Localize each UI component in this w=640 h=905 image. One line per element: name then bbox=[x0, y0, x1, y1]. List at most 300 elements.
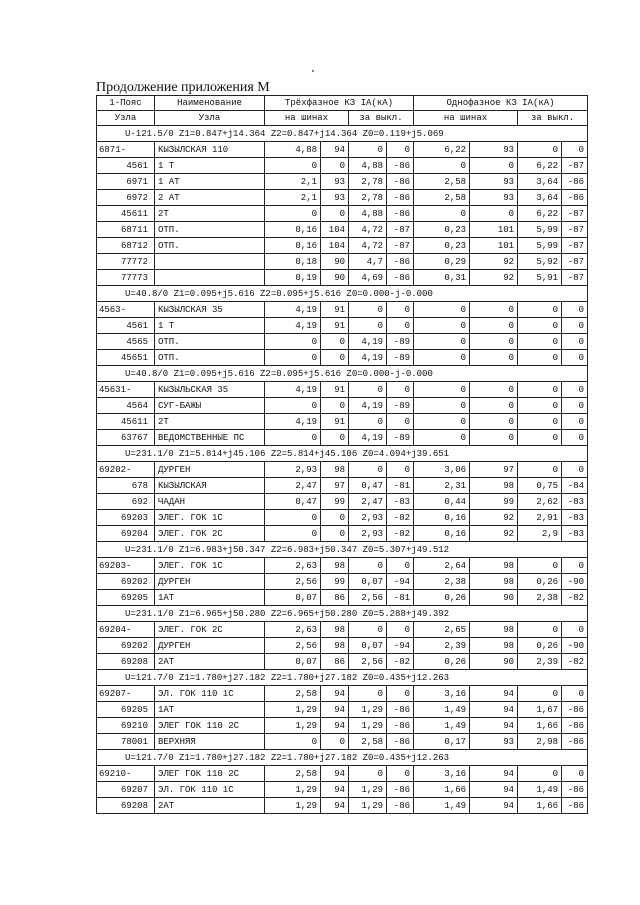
value-cell: 0 bbox=[518, 142, 562, 158]
table-row bbox=[97, 222, 588, 238]
value-cell: 2,93 bbox=[349, 510, 387, 526]
section-params: U=40.8/0 Z1=0.095+j5.616 Z2=0.095+j5.616 Z0=0.000-j-0.000 bbox=[97, 286, 588, 302]
table-row bbox=[97, 718, 588, 734]
value-cell: -82 bbox=[387, 526, 414, 542]
value-cell: -86 bbox=[387, 718, 414, 734]
value-cell: 0,19 bbox=[265, 270, 321, 286]
table-row bbox=[97, 206, 588, 222]
value-cell: 0 bbox=[562, 558, 588, 574]
value-cell: 2,39 bbox=[518, 654, 562, 670]
value-cell: -89 bbox=[387, 398, 414, 414]
value-cell: -86 bbox=[562, 734, 588, 750]
value-cell: 2,38 bbox=[414, 574, 470, 590]
value-cell: 0 bbox=[321, 334, 349, 350]
value-cell: 94 bbox=[470, 718, 518, 734]
value-cell: 4,88 bbox=[349, 206, 387, 222]
value-cell: 92 bbox=[470, 270, 518, 286]
value-cell: 6,22 bbox=[518, 206, 562, 222]
node-name bbox=[155, 254, 265, 270]
node-name: 2АТ bbox=[155, 654, 265, 670]
value-cell: -86 bbox=[562, 718, 588, 734]
value-cell: 0,47 bbox=[265, 494, 321, 510]
value-cell: 1,29 bbox=[349, 702, 387, 718]
table-row bbox=[97, 302, 588, 318]
value-cell: 0 bbox=[265, 398, 321, 414]
value-cell: 0 bbox=[265, 526, 321, 542]
node-name: ОТП. bbox=[155, 222, 265, 238]
value-cell: 0 bbox=[518, 622, 562, 638]
node-name: 1 Т bbox=[155, 318, 265, 334]
node-id: 4565 bbox=[97, 334, 155, 350]
value-cell: 0 bbox=[470, 302, 518, 318]
node-name: 1 Т bbox=[155, 158, 265, 174]
value-cell: 0 bbox=[349, 414, 387, 430]
section-params-row bbox=[97, 126, 588, 142]
value-cell: 0 bbox=[518, 414, 562, 430]
value-cell: 0 bbox=[387, 318, 414, 334]
table-row bbox=[97, 398, 588, 414]
section-params-row bbox=[97, 750, 588, 766]
value-cell: 4,19 bbox=[265, 382, 321, 398]
node-name: ЭЛЕГ. ГОК 1С bbox=[155, 510, 265, 526]
node-id: 4563- bbox=[97, 302, 155, 318]
section-params: U=231.1/0 Z1=6.965+j50.280 Z2=6.965+j50.280 Z0=5.288+j49.392 bbox=[97, 606, 588, 622]
value-cell: 0 bbox=[349, 318, 387, 334]
value-cell: 0 bbox=[518, 430, 562, 446]
value-cell: 98 bbox=[321, 638, 349, 654]
value-cell: 4,72 bbox=[349, 238, 387, 254]
value-cell: 0 bbox=[387, 462, 414, 478]
node-name: ЭЛЕГ. ГОК 2С bbox=[155, 526, 265, 542]
value-cell: 98 bbox=[470, 478, 518, 494]
value-cell: 2,9 bbox=[518, 526, 562, 542]
table-row bbox=[97, 494, 588, 510]
node-id: 69205 bbox=[97, 702, 155, 718]
value-cell: 0 bbox=[562, 350, 588, 366]
value-cell: 0 bbox=[562, 430, 588, 446]
value-cell: 2,93 bbox=[265, 462, 321, 478]
header-cell: Однофазное КЗ IА(кА) bbox=[414, 96, 588, 111]
node-name: ЧАДАН bbox=[155, 494, 265, 510]
header-cell: Трёхфазное КЗ IА(кА) bbox=[265, 96, 414, 111]
value-cell: 0,47 bbox=[349, 478, 387, 494]
value-cell: -82 bbox=[387, 654, 414, 670]
node-id: 6971 bbox=[97, 174, 155, 190]
value-cell: 0 bbox=[470, 318, 518, 334]
value-cell: 0 bbox=[387, 558, 414, 574]
value-cell: 3,64 bbox=[518, 190, 562, 206]
value-cell: 4,19 bbox=[349, 350, 387, 366]
node-id: 78001 bbox=[97, 734, 155, 750]
value-cell: -86 bbox=[387, 734, 414, 750]
value-cell: 2,64 bbox=[414, 558, 470, 574]
value-cell: 91 bbox=[321, 302, 349, 318]
value-cell: -90 bbox=[562, 638, 588, 654]
value-cell: 0,26 bbox=[518, 574, 562, 590]
node-id: 678 bbox=[97, 478, 155, 494]
table-row bbox=[97, 622, 588, 638]
node-id: 45631- bbox=[97, 382, 155, 398]
section-params-row bbox=[97, 670, 588, 686]
value-cell: -86 bbox=[387, 190, 414, 206]
section-params-row bbox=[97, 446, 588, 462]
value-cell: 0,16 bbox=[414, 526, 470, 542]
table-row bbox=[97, 590, 588, 606]
table-row bbox=[97, 510, 588, 526]
value-cell: 98 bbox=[321, 558, 349, 574]
node-name: ВЕДОМСТВЕННЫЕ ПС bbox=[155, 430, 265, 446]
node-name: ДУРГЕН bbox=[155, 574, 265, 590]
value-cell: 0 bbox=[414, 318, 470, 334]
value-cell: -82 bbox=[562, 654, 588, 670]
value-cell: -87 bbox=[562, 222, 588, 238]
value-cell: 98 bbox=[470, 622, 518, 638]
value-cell: 0 bbox=[518, 558, 562, 574]
value-cell: 0,16 bbox=[414, 510, 470, 526]
value-cell: -86 bbox=[562, 702, 588, 718]
value-cell: 0 bbox=[265, 334, 321, 350]
node-name: ДУРГЕН bbox=[155, 462, 265, 478]
value-cell: 4,19 bbox=[349, 398, 387, 414]
section-params-row bbox=[97, 366, 588, 382]
value-cell: 2,39 bbox=[414, 638, 470, 654]
value-cell: -90 bbox=[562, 574, 588, 590]
value-cell: 0 bbox=[562, 142, 588, 158]
value-cell: 94 bbox=[321, 766, 349, 782]
node-id: 45611 bbox=[97, 206, 155, 222]
value-cell: 0 bbox=[349, 686, 387, 702]
value-cell: 86 bbox=[321, 654, 349, 670]
value-cell: 99 bbox=[321, 494, 349, 510]
value-cell: 104 bbox=[321, 222, 349, 238]
value-cell: 98 bbox=[321, 622, 349, 638]
value-cell: 0 bbox=[518, 398, 562, 414]
value-cell: 3,06 bbox=[414, 462, 470, 478]
node-name: 1АТ bbox=[155, 590, 265, 606]
node-name: ОТП. bbox=[155, 334, 265, 350]
value-cell: 0 bbox=[321, 734, 349, 750]
node-id: 45651 bbox=[97, 350, 155, 366]
value-cell: 2,1 bbox=[265, 174, 321, 190]
value-cell: 91 bbox=[321, 382, 349, 398]
node-name bbox=[155, 270, 265, 286]
value-cell: 94 bbox=[321, 686, 349, 702]
table-row bbox=[97, 766, 588, 782]
value-cell: 0 bbox=[470, 414, 518, 430]
value-cell: 0 bbox=[321, 158, 349, 174]
value-cell: 0 bbox=[470, 334, 518, 350]
node-name: ОТП. bbox=[155, 238, 265, 254]
table-row bbox=[97, 798, 588, 814]
value-cell: 0,26 bbox=[518, 638, 562, 654]
value-cell: -86 bbox=[562, 782, 588, 798]
value-cell: 93 bbox=[321, 174, 349, 190]
value-cell: -84 bbox=[562, 478, 588, 494]
table-row bbox=[97, 558, 588, 574]
value-cell: -86 bbox=[387, 254, 414, 270]
value-cell: 0 bbox=[562, 622, 588, 638]
value-cell: 98 bbox=[470, 638, 518, 654]
value-cell: -87 bbox=[387, 222, 414, 238]
value-cell: 0 bbox=[562, 382, 588, 398]
table-row bbox=[97, 350, 588, 366]
value-cell: 92 bbox=[470, 510, 518, 526]
value-cell: 86 bbox=[321, 590, 349, 606]
value-cell: 2,1 bbox=[265, 190, 321, 206]
value-cell: 0 bbox=[414, 302, 470, 318]
table-row bbox=[97, 190, 588, 206]
value-cell: 98 bbox=[470, 574, 518, 590]
value-cell: 2,91 bbox=[518, 510, 562, 526]
value-cell: -86 bbox=[387, 158, 414, 174]
value-cell: 1,49 bbox=[518, 782, 562, 798]
node-id: 69203 bbox=[97, 510, 155, 526]
node-id: 77772 bbox=[97, 254, 155, 270]
value-cell: 0,26 bbox=[414, 590, 470, 606]
table-row bbox=[97, 654, 588, 670]
node-id: 4561 bbox=[97, 158, 155, 174]
value-cell: -82 bbox=[387, 510, 414, 526]
value-cell: 1,49 bbox=[414, 718, 470, 734]
value-cell: 2,65 bbox=[414, 622, 470, 638]
value-cell: -87 bbox=[562, 206, 588, 222]
value-cell: 0,18 bbox=[265, 254, 321, 270]
value-cell: 98 bbox=[321, 462, 349, 478]
value-cell: 0 bbox=[387, 142, 414, 158]
value-cell: 0 bbox=[518, 462, 562, 478]
node-name: ДУРГЕН bbox=[155, 638, 265, 654]
value-cell: 0 bbox=[349, 622, 387, 638]
value-cell: 0 bbox=[414, 350, 470, 366]
node-id: 69207- bbox=[97, 686, 155, 702]
table-row bbox=[97, 462, 588, 478]
value-cell: 3,64 bbox=[518, 174, 562, 190]
value-cell: 1,29 bbox=[265, 782, 321, 798]
value-cell: 0 bbox=[349, 766, 387, 782]
value-cell: 1,49 bbox=[414, 702, 470, 718]
value-cell: 0 bbox=[349, 558, 387, 574]
table-row bbox=[97, 686, 588, 702]
value-cell: -86 bbox=[387, 702, 414, 718]
value-cell: 4,69 bbox=[349, 270, 387, 286]
node-name: КЫЗЫЛСКАЯ bbox=[155, 478, 265, 494]
node-name: СУГ-БАЖЫ bbox=[155, 398, 265, 414]
value-cell: 92 bbox=[470, 254, 518, 270]
value-cell: 0 bbox=[265, 734, 321, 750]
value-cell: 4,19 bbox=[265, 414, 321, 430]
node-name: 1АТ bbox=[155, 702, 265, 718]
value-cell: 93 bbox=[470, 734, 518, 750]
value-cell: -94 bbox=[387, 638, 414, 654]
header-cell: 1-Пояс bbox=[97, 96, 155, 111]
node-id: 4564 bbox=[97, 398, 155, 414]
value-cell: -86 bbox=[387, 782, 414, 798]
value-cell: 0 bbox=[349, 462, 387, 478]
value-cell: 0 bbox=[518, 686, 562, 702]
value-cell: 0,16 bbox=[265, 222, 321, 238]
value-cell: 93 bbox=[470, 142, 518, 158]
table-row bbox=[97, 702, 588, 718]
value-cell: 0,26 bbox=[414, 654, 470, 670]
value-cell: -87 bbox=[562, 238, 588, 254]
node-name: 2АТ bbox=[155, 798, 265, 814]
value-cell: 0 bbox=[470, 206, 518, 222]
node-id: 69208 bbox=[97, 654, 155, 670]
node-id: 69204 bbox=[97, 526, 155, 542]
value-cell: 93 bbox=[470, 190, 518, 206]
node-name: ЭЛЕГ. ГОК 1С bbox=[155, 558, 265, 574]
value-cell: 1,29 bbox=[349, 718, 387, 734]
value-cell: 0 bbox=[414, 430, 470, 446]
value-cell: 2,93 bbox=[349, 526, 387, 542]
value-cell: 97 bbox=[321, 478, 349, 494]
node-name: КЫЗЫЛСКАЯ 110 bbox=[155, 142, 265, 158]
value-cell: 2,31 bbox=[414, 478, 470, 494]
value-cell: -89 bbox=[387, 334, 414, 350]
value-cell: 2,56 bbox=[265, 574, 321, 590]
table-row bbox=[97, 270, 588, 286]
table-row bbox=[97, 318, 588, 334]
value-cell: -87 bbox=[562, 270, 588, 286]
value-cell: 0,07 bbox=[265, 654, 321, 670]
value-cell: -89 bbox=[387, 350, 414, 366]
value-cell: 0 bbox=[562, 318, 588, 334]
value-cell: 3,16 bbox=[414, 766, 470, 782]
value-cell: -81 bbox=[387, 478, 414, 494]
value-cell: 0 bbox=[321, 206, 349, 222]
value-cell: 0,75 bbox=[518, 478, 562, 494]
value-cell: 0 bbox=[414, 414, 470, 430]
value-cell: 0,07 bbox=[349, 638, 387, 654]
value-cell: 97 bbox=[470, 462, 518, 478]
node-id: 6871- bbox=[97, 142, 155, 158]
value-cell: 2,63 bbox=[265, 558, 321, 574]
value-cell: 1,66 bbox=[518, 798, 562, 814]
value-cell: 4,72 bbox=[349, 222, 387, 238]
value-cell: -82 bbox=[562, 590, 588, 606]
node-id: 6972 bbox=[97, 190, 155, 206]
value-cell: 4,88 bbox=[349, 158, 387, 174]
value-cell: 2,56 bbox=[265, 638, 321, 654]
header-row-2 bbox=[97, 111, 588, 126]
value-cell: 0 bbox=[321, 350, 349, 366]
value-cell: 0 bbox=[349, 302, 387, 318]
value-cell: 98 bbox=[470, 558, 518, 574]
value-cell: 90 bbox=[470, 590, 518, 606]
node-name: ЭЛЕГ ГОК 110 2С bbox=[155, 718, 265, 734]
value-cell: 0 bbox=[562, 398, 588, 414]
value-cell: -86 bbox=[562, 190, 588, 206]
value-cell: 93 bbox=[321, 190, 349, 206]
value-cell: 0 bbox=[321, 526, 349, 542]
table-row bbox=[97, 478, 588, 494]
node-name: 2Т bbox=[155, 414, 265, 430]
header-cell: Узла bbox=[155, 111, 265, 126]
node-id: 68712 bbox=[97, 238, 155, 254]
value-cell: 0,23 bbox=[414, 238, 470, 254]
value-cell: 90 bbox=[321, 270, 349, 286]
table-row bbox=[97, 430, 588, 446]
value-cell: 0,07 bbox=[265, 590, 321, 606]
node-name: 1 АТ bbox=[155, 174, 265, 190]
value-cell: 0 bbox=[518, 382, 562, 398]
value-cell: 1,29 bbox=[349, 782, 387, 798]
value-cell: 4,7 bbox=[349, 254, 387, 270]
value-cell: 2,98 bbox=[518, 734, 562, 750]
node-id: 692 bbox=[97, 494, 155, 510]
value-cell: 0 bbox=[387, 766, 414, 782]
value-cell: 2,58 bbox=[414, 190, 470, 206]
value-cell: -83 bbox=[562, 510, 588, 526]
header-cell: на шинах bbox=[265, 111, 349, 126]
value-cell: 91 bbox=[321, 318, 349, 334]
value-cell: 0 bbox=[562, 686, 588, 702]
node-name: 2 АТ bbox=[155, 190, 265, 206]
value-cell: 0,31 bbox=[414, 270, 470, 286]
table-row bbox=[97, 782, 588, 798]
value-cell: 1,66 bbox=[518, 718, 562, 734]
node-name: КЫЗЫЛЬСКАЯ 35 bbox=[155, 382, 265, 398]
table-row bbox=[97, 638, 588, 654]
value-cell: 0,23 bbox=[414, 222, 470, 238]
value-cell: 0 bbox=[414, 382, 470, 398]
value-cell: 104 bbox=[321, 238, 349, 254]
value-cell: 0 bbox=[470, 350, 518, 366]
value-cell: -86 bbox=[562, 798, 588, 814]
value-cell: 0 bbox=[518, 766, 562, 782]
value-cell: -83 bbox=[562, 494, 588, 510]
node-name: КЫЗЫЛСКАЯ 35 bbox=[155, 302, 265, 318]
node-name: 2Т bbox=[155, 206, 265, 222]
value-cell: 0 bbox=[562, 766, 588, 782]
value-cell: 4,19 bbox=[349, 334, 387, 350]
value-cell: 1,49 bbox=[414, 798, 470, 814]
node-id: 63767 bbox=[97, 430, 155, 446]
node-id: 69210- bbox=[97, 766, 155, 782]
section-params: U=40.8/0 Z1=0.095+j5.616 Z2=0.095+j5.616 Z0=0.000-j-0.000 bbox=[97, 366, 588, 382]
value-cell: 0 bbox=[470, 158, 518, 174]
value-cell: 0,44 bbox=[414, 494, 470, 510]
value-cell: 2,58 bbox=[265, 766, 321, 782]
value-cell: 94 bbox=[321, 798, 349, 814]
value-cell: 0 bbox=[265, 510, 321, 526]
value-cell: 2,58 bbox=[265, 686, 321, 702]
value-cell: 0 bbox=[470, 430, 518, 446]
value-cell: 0 bbox=[321, 398, 349, 414]
node-id: 45611 bbox=[97, 414, 155, 430]
node-name: ОТП. bbox=[155, 350, 265, 366]
value-cell: -87 bbox=[562, 158, 588, 174]
value-cell: 2,47 bbox=[265, 478, 321, 494]
value-cell: 0,16 bbox=[265, 238, 321, 254]
value-cell: 99 bbox=[470, 494, 518, 510]
value-cell: -86 bbox=[387, 206, 414, 222]
value-cell: 0 bbox=[518, 334, 562, 350]
node-id: 77773 bbox=[97, 270, 155, 286]
node-id: 69210 bbox=[97, 718, 155, 734]
value-cell: 101 bbox=[470, 222, 518, 238]
value-cell: 4,88 bbox=[265, 142, 321, 158]
section-params: U-121.5/0 Z1=0.847+j14.364 Z2=0.847+j14.364 Z0=0.119+j5.069 bbox=[97, 126, 588, 142]
value-cell: 5,99 bbox=[518, 238, 562, 254]
value-cell: 0 bbox=[265, 158, 321, 174]
value-cell: 1,67 bbox=[518, 702, 562, 718]
value-cell: 0 bbox=[387, 686, 414, 702]
value-cell: 0 bbox=[414, 206, 470, 222]
value-cell: -89 bbox=[387, 430, 414, 446]
value-cell: 92 bbox=[470, 526, 518, 542]
table-row bbox=[97, 254, 588, 270]
